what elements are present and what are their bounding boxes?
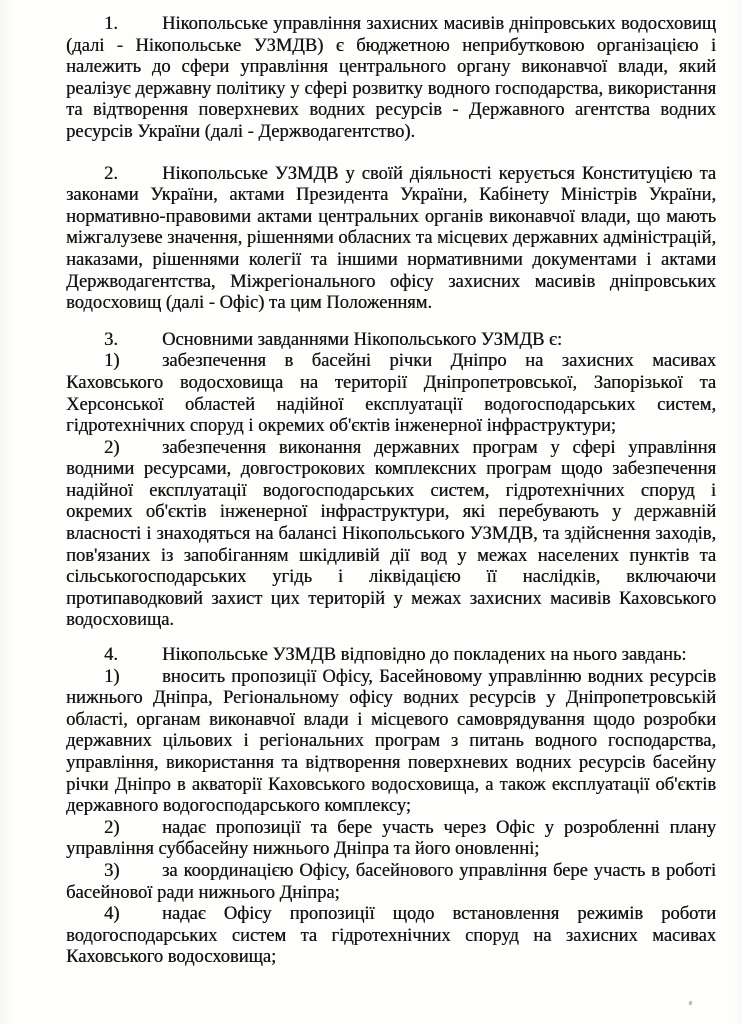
section-4-item-3-number: 3) — [104, 860, 120, 881]
section-4-item-1-number: 1) — [104, 666, 120, 687]
section-4-heading — [66, 645, 716, 667]
scan-speck-artifact — [688, 1001, 692, 1006]
section-2-text: Нікопольське УЗМДВ у своїй діяльності керується Конституцією та законами України, актами Президента України, Кабінету Міністрів України, нормативно-правовими актами центральних органів виконавчої влади, що мають міжгалузеве значення, рішеннями обласних та місцевих державних адміністрацій, наказами, рішеннями колегії та іншими нормативними документами і актами Держводагентства, Міжрегіонального офісу захисних масивів дніпровських водосховищ (далі - Офіс) та цим Положенням. — [66, 163, 716, 314]
section-3-item-2-number: 2) — [104, 437, 120, 458]
section-3-item-1-number: 1) — [104, 351, 120, 372]
section-2-number: 2. — [104, 163, 118, 184]
scan-shadow-right — [734, 0, 742, 1024]
section-1-paragraph — [66, 14, 716, 144]
section-4-item-3 — [66, 861, 716, 904]
section-4-item-4 — [66, 904, 716, 969]
section-4-item-2-text: надає пропозиції та бере участь через Офіс у розробленні плану управління суббасейну нижнього Дніпра та його оновленні; — [66, 817, 716, 860]
section-1-number: 1. — [104, 14, 118, 34]
section-4-heading-text: Нікопольське УЗМДВ відповідно до покладених на нього завдань: — [162, 645, 687, 666]
section-2-paragraph — [66, 164, 716, 315]
section-4-item-3-text: за координацією Офісу, басейнового управління бере участь в роботі басейнової ради нижнього Дніпра; — [66, 860, 716, 903]
section-3-item-1 — [66, 351, 716, 437]
document-text-block — [66, 14, 716, 969]
section-4-item-2 — [66, 818, 716, 861]
section-4-item-4-text: надає Офісу пропозиції щодо встановлення режимів роботи водогосподарських систем та гідротехнічних споруд на захисних масивах Каховського водосховища; — [66, 904, 716, 968]
section-3-number: 3. — [104, 329, 118, 350]
section-4-item-2-number: 2) — [104, 817, 120, 838]
section-3-item-1-text: забезпечення в басейні річки Дніпро на захисних масивах Каховського водосховища на території Дніпропетровської, Запорізької та Херсонської областей надійної експлуатації водогосподарських систем, гідротехнічних споруд і окремих об'єктів інженерної інфраструктури; — [66, 351, 716, 437]
scan-shadow-left — [0, 0, 14, 1024]
section-4-number: 4. — [104, 645, 118, 666]
section-3-heading — [66, 330, 716, 352]
section-4-item-1 — [66, 667, 716, 818]
section-3-item-2-text: забезпечення виконання державних програм у сфері управління водними ресурсами, довгострокових комплексних програм щодо забезпечення надійної експлуатації водогосподарських систем, гідротехнічних споруд і окремих об'єктів інженерної інфраструктури, які перебувають у державній власності і знаходяться на балансі Нікопольського УЗМДВ, та здійснення заходів, пов'язаних із запобіганням шкідливій дії вод у межах населених пунктів та сільськогосподарських угідь і ліквідацією її наслідків, включаючи протипаводковий захист цих територій у межах захисних масивів Каховського водосховища. — [66, 437, 716, 631]
section-4-item-4-number: 4) — [104, 904, 120, 925]
section-4-item-1-text: вносить пропозиції Офісу, Басейновому управлінню водних ресурсів нижнього Дніпра, Регіональному офісу водних ресурсів у Дніпропетровській області, органам виконавчої влади і місцевого самоврядування щодо розробки державних цільових і регіональних програм з питань водного господарства, управління, використання та відтворення поверхневих водних ресурсів басейну річки Дніпро в акваторії Каховського водосховища, а також експлуатації об'єктів державного водогосподарського комплексу; — [66, 666, 716, 817]
section-3-item-2 — [66, 438, 716, 632]
section-3-heading-text: Основними завданнями Нікопольського УЗМДВ є: — [162, 329, 563, 350]
section-1-text: Нікопольське управління захисних масивів дніпровських водосховищ (далі - Нікопольське УЗМДВ) є бюджетною неприбутковою організацією і належить до сфери управління центрального органу виконавчої влади, який реалізує державну політику у сфері розвитку водного господарства, використання та відтворення поверхневих водних ресурсів - Державного агентства водних ресурсів України (далі - Держводагентство). — [66, 14, 716, 142]
